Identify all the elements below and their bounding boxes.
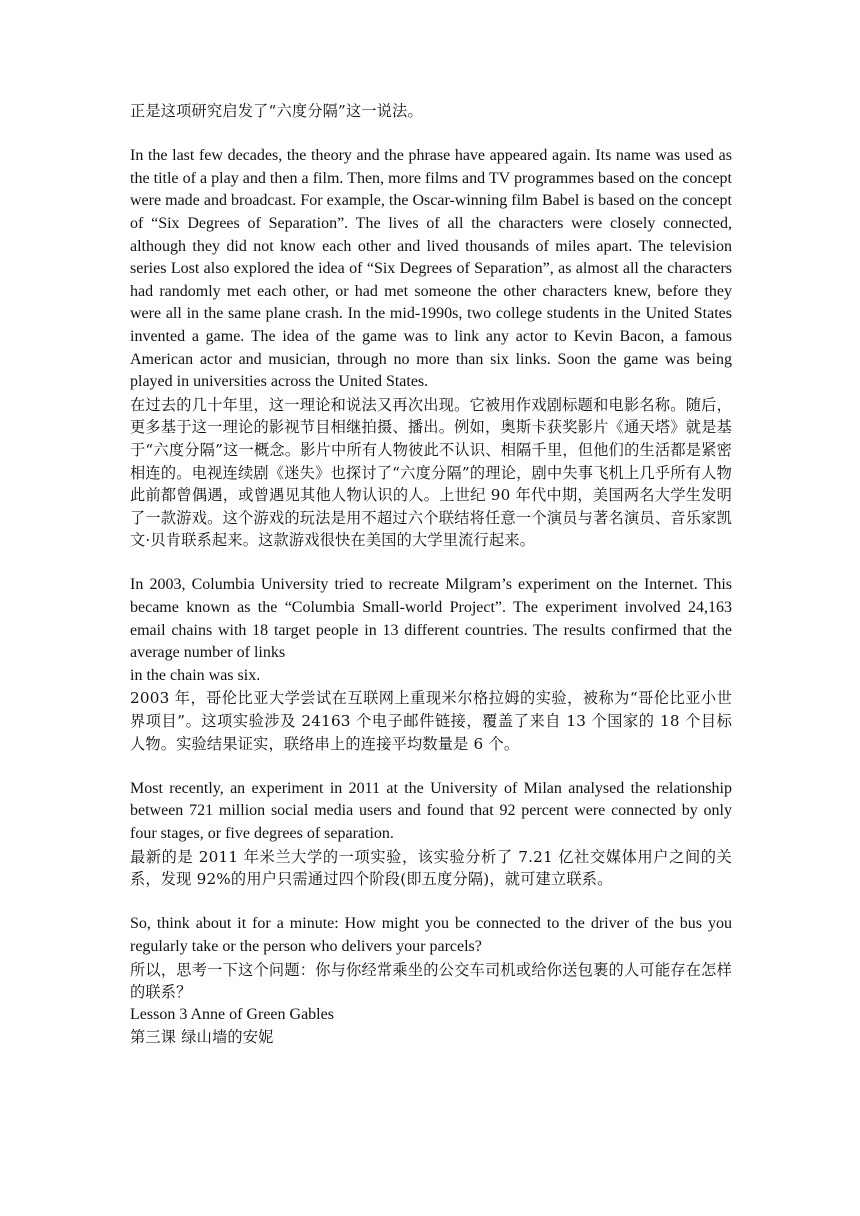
lesson-heading-english: Lesson 3 Anne of Green Gables bbox=[130, 1005, 334, 1023]
english-paragraph-films: In the last few decades, the theory and the phrase have appeared again. Its name was used as the title of a play and then a film. Then, more films and TV programmes based on the concept were made and broadcast. For example, the Oscar-winning film Babel is based on the concept of “Six Degrees of Separation”. The lives of all the characters were closely connected, although they did not know each other and lived thousands of miles apart. The television series Lost also explored the idea of “Six Degrees of Separation”, as almost all the characters had randomly met each other, or had met someone the other characters knew, before they were all in the same plane crash. In the mid-1990s, two college students in the United States invented a game. The idea of the game was to link any actor to Kevin Bacon, a famous American actor and musician, through no more than six links. Soon the game was being played in universities across the United States. bbox=[130, 147, 732, 391]
chinese-intro-line: 正是这项研究启发了“六度分隔”这一说法。 bbox=[130, 102, 423, 120]
english-paragraph-columbia-end: in the chain was six. bbox=[130, 666, 261, 684]
english-paragraph-columbia: In 2003, Columbia University tried to recreate Milgram’s experiment on the Internet. This became known as the “Columbia Small-world Project”. The experiment involved 24,163 email chains with 18 target people in 13 different countries. The results confirmed that the average number of links bbox=[130, 576, 732, 662]
paragraph-gap bbox=[130, 755, 732, 778]
english-paragraph-question: So, think about it for a minute: How might you be connected to the driver of the bus you regularly take or the person who delivers your parcels? bbox=[130, 915, 732, 955]
paragraph-gap bbox=[130, 123, 732, 146]
chinese-paragraph-milan: 最新的是 2011 年米兰大学的一项实验，该实验分析了 7.21 亿社交媒体用户之间的关系，发现 92%的用户只需通过四个阶段(即五度分隔)，就可建立联系。 bbox=[130, 847, 732, 889]
chinese-paragraph-question: 所以，思考一下这个问题：你与你经常乘坐的公交车司机或给你送包裹的人可能存在怎样的联系？ bbox=[130, 960, 732, 1002]
chinese-paragraph-films: 在过去的几十年里，这一理论和说法又再次出现。它被用作戏剧标题和电影名称。随后，更多基于这一理论的影视节目相继拍摄、播出。例如，奥斯卡获奖影片《通天塔》就是基于“六度分隔”这一概念。影片中所有人物彼此不认识、相隔千里，但他们的生活都是紧密相连的。电视连续剧《迷失》也探讨了“六度分隔”的理论，剧中失事飞机上几乎所有人物此前都曾偶遇，或曾遇见其他人物认识的人。上世纪 90 年代中期，美国两名大学生发明了一款游戏。这个游戏的玩法是用不超过六个联结将任意一个演员与著名演员、音乐家凯文·贝肯联系起来。这款游戏很快在美国的大学里流行起来。 bbox=[130, 395, 732, 550]
paragraph-gap bbox=[130, 891, 732, 914]
chinese-paragraph-columbia: 2003 年，哥伦比亚大学尝试在互联网上重现米尔格拉姆的实验，被称为“哥伦比亚小世界项目”。这项实验涉及 24163 个电子邮件链接，覆盖了来自 13 个国家的 18 个目标人物。实验结果证实，联络串上的连接平均数量是 6 个。 bbox=[130, 689, 732, 753]
paragraph-gap bbox=[130, 552, 732, 575]
english-paragraph-milan: Most recently, an experiment in 2011 at the University of Milan analysed the relationship between 721 million social media users and found that 92 percent were connected by only four stages, or five degrees of separation. bbox=[130, 779, 732, 842]
lesson-heading-chinese: 第三课 绿山墙的安妮 bbox=[130, 1028, 274, 1047]
document-page bbox=[130, 100, 732, 1049]
